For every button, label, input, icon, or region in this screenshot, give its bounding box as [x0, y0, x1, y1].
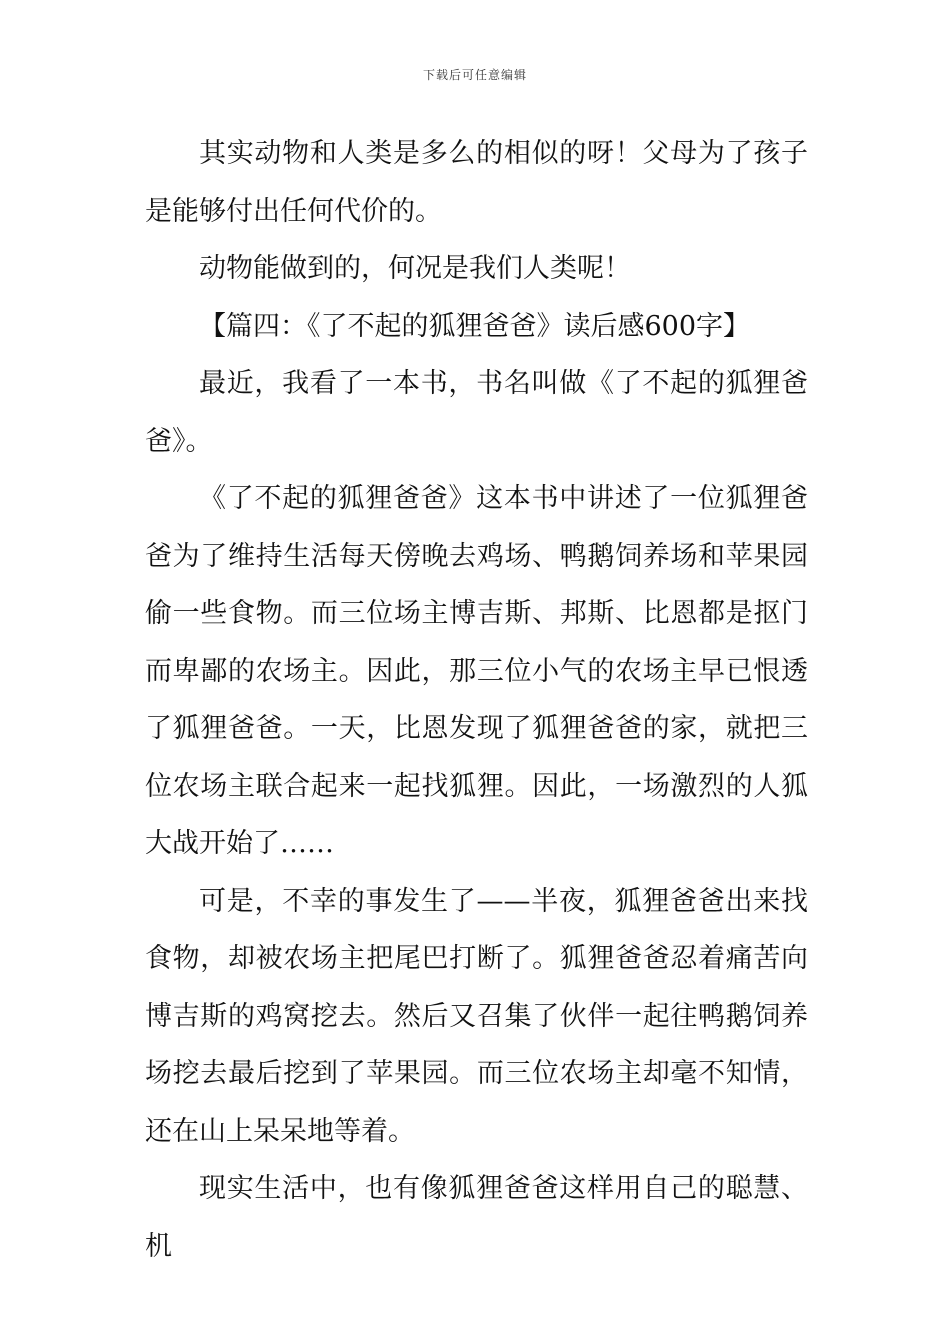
paragraph-4: 《了不起的狐狸爸爸》这本书中讲述了一位狐狸爸爸为了维持生活每天傍晚去鸡场、鸭鹅饲养场和苹果园偷一些食物。而三位场主博吉斯、邦斯、比恩都是抠门而卑鄙的农场主。因此，那三位小气的农场主早已恨透了狐狸爸爸。一天，比恩发现了狐狸爸爸的家，就把三位农场主联合起来一起找狐狸。因此，一场激烈的人狐大战开始了……	[145, 483, 808, 859]
paragraph-1: 其实动物和人类是多么的相似的呀！父母为了孩子是能够付出任何代价的。	[145, 138, 808, 227]
document-body	[145, 125, 808, 1275]
page-header: 下载后可任意编辑	[422, 68, 527, 82]
section-heading: 【篇四：《了不起的狐狸爸爸》读后感600字】	[199, 310, 751, 342]
paragraph-6: 现实生活中，也有像狐狸爸爸这样用自己的聪慧、机	[145, 1173, 808, 1262]
paragraph-3: 最近，我看了一本书，书名叫做《了不起的狐狸爸爸》。	[145, 368, 808, 457]
paragraph-5: 可是，不幸的事发生了——半夜，狐狸爸爸出来找食物，却被农场主把尾巴打断了。狐狸爸爸忍着痛苦向博吉斯的鸡窝挖去。然后又召集了伙伴一起往鸭鹅饲养场挖去最后挖到了苹果园。而三位农场主却毫不知情，还在山上呆呆地等着。	[145, 885, 808, 1147]
paragraph-2: 动物能做到的，何况是我们人类呢！	[199, 253, 631, 284]
